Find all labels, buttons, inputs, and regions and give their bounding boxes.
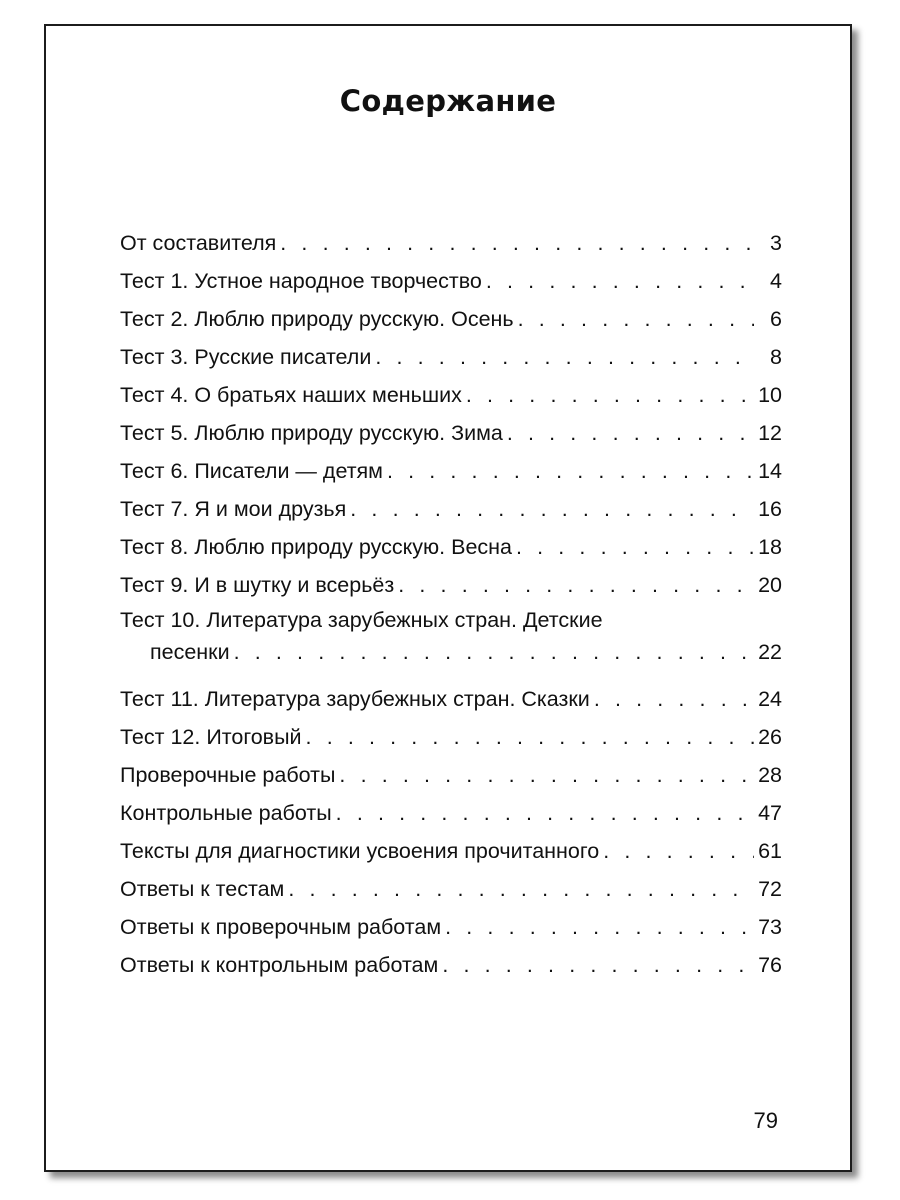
toc-entry [120,414,782,452]
toc-entry-title-continuation: песенки [150,640,230,664]
toc-entry-title: Тест 4. О братьях наших меньших [120,383,462,407]
toc-entry [120,262,782,300]
page-title: Содержание [339,84,557,118]
toc-entry-title: Тест 2. Люблю природу русскую. Осень [120,307,514,331]
toc-entry [120,718,782,756]
toc-leader-dots [288,870,754,908]
toc-entry [120,566,782,604]
toc-entry-page: 18 [758,535,782,559]
toc-leader-dots [603,832,754,870]
toc-entry-page: 28 [758,763,782,787]
toc-entry [120,870,782,908]
toc-entry-title: Тест 9. И в шутку и всерьёз [120,573,395,597]
toc-entry-page: 3 [770,231,782,255]
toc-entry [120,946,782,984]
toc-entry-page: 10 [758,383,782,407]
toc-leader-dots [442,946,754,984]
toc-entry [120,528,782,566]
toc-entry-page: 16 [758,497,782,521]
toc-entry-title: Тексты для диагностики усвоения прочитанного [120,839,600,863]
page-number: 79 [753,1108,778,1133]
toc-leader-dots [350,490,754,528]
toc-entry-page: 22 [758,640,782,664]
toc-entry-title: Ответы к проверочным работам [120,915,442,939]
toc-entry-title: Ответы к контрольным работам [120,953,439,977]
toc-entry-page: 4 [770,269,782,293]
toc-entry-continuation [120,636,782,674]
toc-entry-title: Тест 6. Писатели — детям [120,459,383,483]
toc-entry-title: Тест 12. Итоговый [120,725,302,749]
toc-leader-dots [375,338,754,376]
toc-entry-title: Тест 1. Устное народное творчество [120,269,482,293]
toc-entry [120,604,782,636]
toc-entry-page: 26 [758,725,782,749]
toc-leader-dots [336,794,754,832]
toc-entry-page: 76 [758,953,782,977]
toc-entry-title: От составителя [120,231,277,255]
toc-entry [120,338,782,376]
toc-entry [120,680,782,718]
toc-entry [120,490,782,528]
toc-leader-dots [507,414,754,452]
toc-entry-page: 20 [758,573,782,597]
toc-entry-title: Ответы к тестам [120,877,285,901]
toc-leader-dots [445,908,754,946]
toc-leader-dots [486,262,754,300]
book-page [44,24,852,1172]
toc-leader-dots [280,224,754,262]
toc-entry-title: Проверочные работы [120,763,336,787]
toc-leader-dots [339,756,754,794]
toc-leader-dots [234,636,754,668]
toc-entry [120,908,782,946]
toc-entry [120,452,782,490]
toc-entry [120,300,782,338]
toc-entry [120,832,782,870]
toc-leader-dots [387,452,754,490]
toc-entry-page: 24 [758,687,782,711]
toc-leader-dots [594,680,754,718]
toc-entry-title: Тест 5. Люблю природу русскую. Зима [120,421,503,445]
table-of-contents [120,224,782,984]
toc-entry-page: 72 [758,877,782,901]
toc-entry-page: 14 [758,459,782,483]
toc-entry-title: Тест 8. Люблю природу русскую. Весна [120,535,512,559]
toc-entry-page: 6 [770,307,782,331]
toc-leader-dots [518,300,754,338]
toc-entry [120,224,782,262]
toc-entry-title: Тест 3. Русские писатели [120,345,372,369]
toc-entry-page: 8 [770,345,782,369]
toc-leader-dots [466,376,754,414]
toc-entry [120,376,782,414]
toc-leader-dots [398,566,754,604]
toc-leader-dots [516,528,754,566]
toc-entry [120,756,782,794]
toc-entry-page: 73 [758,915,782,939]
toc-entry-title: Тест 11. Литература зарубежных стран. Сказки [120,687,590,711]
toc-leader-dots [306,718,754,756]
toc-entry-page: 12 [758,421,782,445]
toc-entry [120,794,782,832]
toc-entry-title: Тест 7. Я и мои друзья [120,497,347,521]
toc-entry-title: Контрольные работы [120,801,332,825]
toc-entry-title: Тест 10. Литература зарубежных стран. Детские [120,608,603,632]
toc-entry-page: 61 [758,839,782,863]
toc-entry-page: 47 [758,801,782,825]
